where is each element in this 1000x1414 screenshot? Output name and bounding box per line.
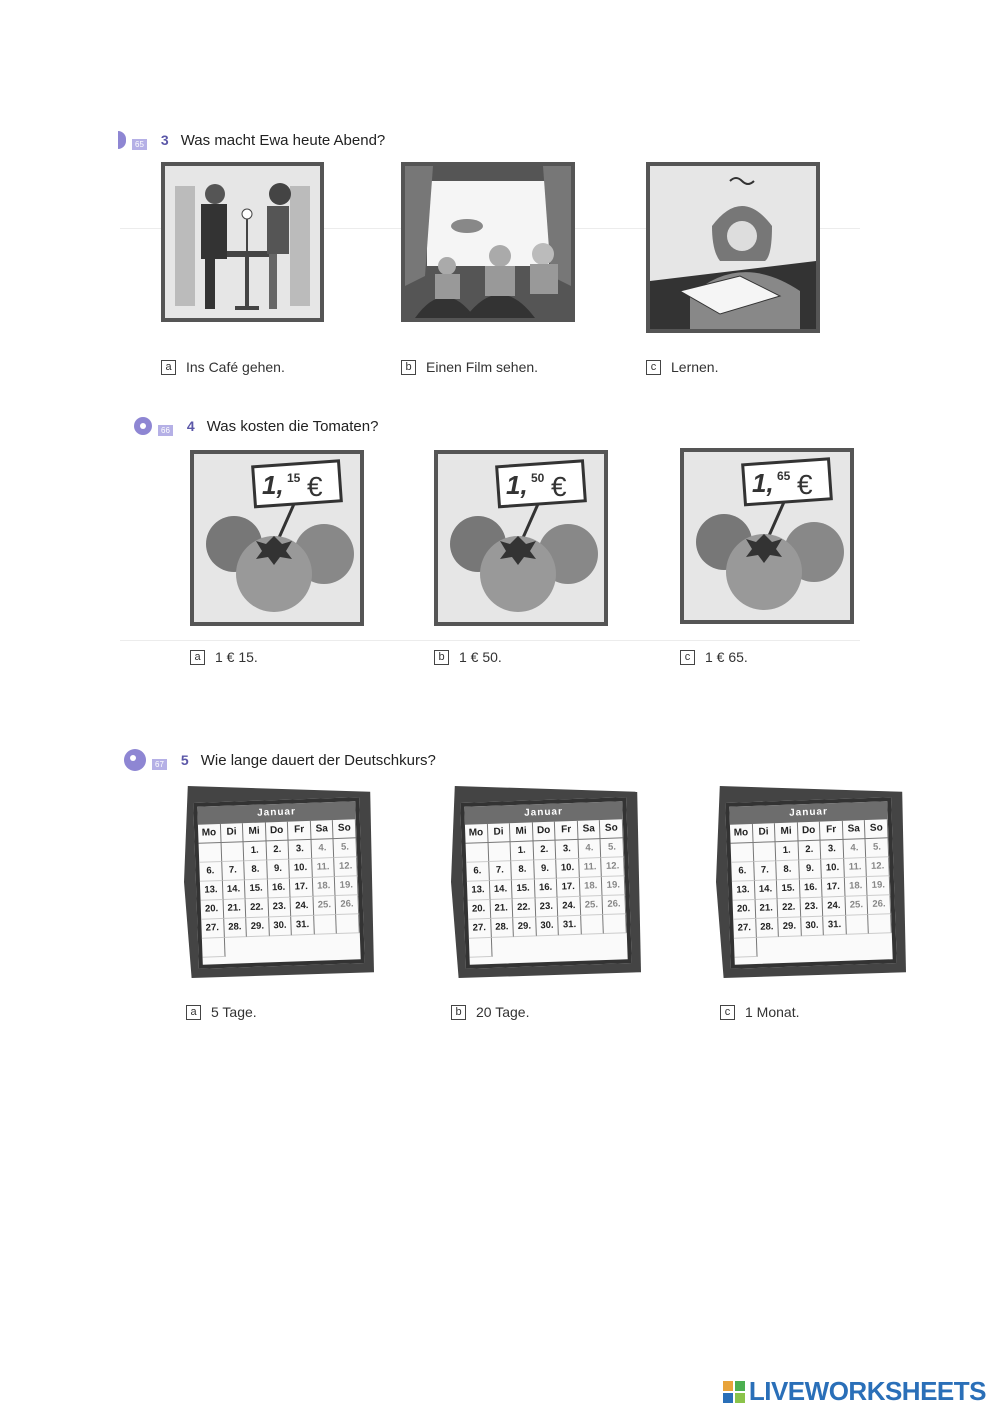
option-5b[interactable]: [451, 1004, 529, 1020]
option-letter-box[interactable]: a: [190, 650, 205, 665]
calendar-day: 29.: [246, 917, 269, 937]
calendar-day: 5.: [601, 838, 624, 858]
calendar-weekday: Di: [220, 823, 243, 843]
calendar-day: 12.: [335, 857, 358, 877]
calendar-day: [604, 914, 627, 934]
calendar-day: 15.: [777, 879, 800, 899]
calendar-day: 21.: [490, 899, 513, 919]
calendar-day: 31.: [558, 916, 581, 936]
calendar-weekday: Fr: [288, 821, 311, 841]
calendar-weekday: Do: [266, 822, 289, 842]
calendar-day: 18.: [845, 877, 868, 897]
calendar-grid: [465, 819, 628, 957]
price-euro: 1,: [506, 470, 528, 500]
exercise-3-header: [118, 126, 385, 154]
picture-tomatoes-a: [190, 450, 364, 626]
calendar-weekday: So: [333, 819, 356, 839]
option-3a[interactable]: [161, 359, 285, 375]
calendar-weekday: Sa: [578, 820, 601, 840]
calendar-day: 6.: [199, 862, 222, 882]
calendar-day: 30.: [801, 917, 824, 937]
calendar-day: 27.: [201, 919, 224, 939]
calendar-day: [337, 914, 360, 934]
calendar-day: 1.: [511, 841, 534, 861]
option-letter-box[interactable]: c: [680, 650, 695, 665]
option-text: 1 Monat.: [745, 1004, 800, 1020]
calendar-day: 3.: [556, 840, 579, 860]
calendar-day: 26.: [603, 895, 626, 915]
calendar-day: 20.: [733, 900, 756, 920]
option-text: 1 € 65.: [705, 649, 748, 665]
exercise-number: 4: [186, 418, 195, 434]
calendar-day: 12.: [867, 857, 890, 877]
logo-square: [735, 1393, 745, 1403]
calendar-day: 3.: [289, 840, 312, 860]
price-sign: €: [551, 471, 567, 502]
calendar-day: 2.: [533, 841, 556, 861]
picture-tomatoes-c: [680, 448, 854, 624]
audio-cd-icon[interactable]: [134, 417, 152, 435]
calendar-b: [460, 797, 632, 969]
calendar-weekday: Di: [487, 823, 510, 843]
price-cent: 65: [777, 469, 791, 483]
calendar-month: Januar: [464, 801, 623, 825]
option-3c[interactable]: [646, 359, 718, 375]
logo-icon: [723, 1381, 745, 1403]
calendar-day: 4.: [578, 839, 601, 859]
calendar-day: 24.: [558, 897, 581, 917]
calendar-day: 6.: [466, 862, 489, 882]
audio-cd-icon[interactable]: [118, 131, 126, 149]
option-4b[interactable]: [434, 649, 502, 665]
calendar-c: [725, 797, 897, 969]
calendar-day: [469, 938, 492, 958]
calendar-day: 23.: [800, 898, 823, 918]
cafe-illustration: [165, 166, 320, 318]
calendar-day: 4.: [843, 839, 866, 859]
calendar-day: [314, 915, 337, 935]
calendar-day: 20.: [201, 900, 224, 920]
calendar-day: 24.: [291, 897, 314, 917]
calendar-day: 31.: [823, 916, 846, 936]
calendar-weekday: Mi: [775, 822, 798, 842]
calendar-grid: [198, 819, 361, 957]
logo-square: [735, 1381, 745, 1391]
calendar-day: [846, 915, 869, 935]
calendar-day: [581, 915, 604, 935]
calendar-day: 13.: [200, 881, 223, 901]
calendar-weekday: Fr: [555, 821, 578, 841]
calendar-day: 3.: [821, 840, 844, 860]
exercise-question: Wie lange dauert der Deutschkurs?: [200, 751, 436, 769]
calendar-day: 19.: [602, 876, 625, 896]
price-cent: 15: [287, 471, 301, 485]
calendar-day: 23.: [535, 898, 558, 918]
calendar-day: 29.: [513, 917, 536, 937]
calendar-day: 29.: [778, 917, 801, 937]
calendar-day: 10.: [289, 859, 312, 879]
option-text: 20 Tage.: [476, 1004, 530, 1020]
calendar-day: [488, 842, 511, 862]
calendar-weekday: So: [600, 819, 623, 839]
calendar-day: 15.: [245, 879, 268, 899]
calendar-weekday: Mi: [510, 822, 533, 842]
calendar-day: 16.: [268, 879, 291, 899]
calendar-day: 14.: [489, 880, 512, 900]
calendar-day: 6.: [731, 862, 754, 882]
option-5c[interactable]: [720, 1004, 799, 1020]
logo-square: [723, 1393, 733, 1403]
calendar-day: 25.: [313, 896, 336, 916]
picture-tomatoes-b: [434, 450, 608, 626]
calendar-weekday: Do: [798, 822, 821, 842]
calendar-day: [466, 843, 489, 863]
calendar-day: 21.: [755, 899, 778, 919]
calendar-a: [193, 797, 365, 969]
option-letter-box[interactable]: a: [186, 1005, 201, 1020]
exercise-number: 5: [180, 752, 189, 768]
calendar-day: 28.: [224, 918, 247, 938]
calendar-day: 8.: [511, 860, 534, 880]
calendar-day: 18.: [313, 877, 336, 897]
calendar-day: 17.: [290, 878, 313, 898]
calendar-day: 1.: [776, 841, 799, 861]
exercise-5-header: [124, 746, 436, 774]
calendar-day: 26.: [336, 895, 359, 915]
cinema-illustration: [405, 166, 571, 318]
calendar-day: 5.: [334, 838, 357, 858]
option-letter-box[interactable]: b: [434, 650, 449, 665]
calendar-day: 9.: [534, 860, 557, 880]
calendar-day: 14.: [754, 880, 777, 900]
calendar-weekday: Di: [752, 823, 775, 843]
option-text: 5 Tage.: [211, 1004, 257, 1020]
calendar-day: 22.: [778, 898, 801, 918]
calendar-weekday: Mo: [198, 824, 221, 844]
picture-studying: [646, 162, 820, 333]
calendar-day: [221, 842, 244, 862]
calendar-day: 2.: [266, 841, 289, 861]
divider: [120, 640, 860, 641]
track-number: 66: [158, 425, 173, 436]
option-letter-box[interactable]: c: [720, 1005, 735, 1020]
option-4c[interactable]: [680, 649, 748, 665]
calendar-day: [202, 938, 225, 958]
calendar-day: 22.: [246, 898, 269, 918]
tomatoes-illustration: [194, 454, 360, 622]
option-letter-box[interactable]: c: [646, 360, 661, 375]
calendar-day: [753, 842, 776, 862]
calendar-day: 11.: [579, 858, 602, 878]
calendar-day: 5.: [866, 838, 889, 858]
calendar-day: [731, 843, 754, 863]
calendar-day: 2.: [798, 841, 821, 861]
calendar-day: 12.: [602, 857, 625, 877]
calendar-weekday: Fr: [820, 821, 843, 841]
calendar-day: 25.: [580, 896, 603, 916]
calendar-day: 15.: [512, 879, 535, 899]
option-3b[interactable]: [401, 359, 538, 375]
calendar-day: 16.: [800, 879, 823, 899]
calendar-day: 24.: [823, 897, 846, 917]
option-letter-box[interactable]: a: [161, 360, 176, 375]
calendar-day: 28.: [756, 918, 779, 938]
calendar-day: 11.: [844, 858, 867, 878]
studying-illustration: [650, 166, 816, 329]
exercise-4-header: [134, 412, 378, 440]
calendar-day: 1.: [244, 841, 267, 861]
liveworksheets-logo[interactable]: [723, 1376, 986, 1407]
calendar-day: 9.: [799, 860, 822, 880]
calendar-day: 9.: [267, 860, 290, 880]
option-4a[interactable]: [190, 649, 258, 665]
calendar-day: 16.: [535, 879, 558, 899]
calendar-weekday: Do: [533, 822, 556, 842]
calendar-day: [734, 938, 757, 958]
calendar-day: 26.: [868, 895, 891, 915]
calendar-day: 10.: [556, 859, 579, 879]
price-sign: €: [797, 469, 813, 500]
option-text: 1 € 50.: [459, 649, 502, 665]
calendar-day: 11.: [312, 858, 335, 878]
calendar-day: 17.: [557, 878, 580, 898]
picture-cinema: [401, 162, 575, 322]
calendar-weekday: Mi: [243, 822, 266, 842]
calendar-day: 7.: [222, 861, 245, 881]
calendar-weekday: Mo: [730, 824, 753, 844]
exercise-number: 3: [160, 132, 169, 148]
calendar-weekday: So: [865, 819, 888, 839]
calendar-day: 19.: [867, 876, 890, 896]
price-euro: 1,: [752, 468, 774, 498]
calendar-day: 19.: [335, 876, 358, 896]
calendar-day: 27.: [733, 919, 756, 939]
calendar-day: 7.: [754, 861, 777, 881]
price-sign: €: [307, 471, 323, 502]
calendar-day: 30.: [536, 917, 559, 937]
calendar-day: 23.: [268, 898, 291, 918]
calendar-day: 20.: [468, 900, 491, 920]
calendar-day: [869, 914, 892, 934]
calendar-weekday: Mo: [465, 824, 488, 844]
calendar-weekday: Sa: [311, 820, 334, 840]
calendar-day: 8.: [244, 860, 267, 880]
calendar-day: 7.: [489, 861, 512, 881]
logo-text: LIVEWORKSHEETS: [748, 1376, 986, 1406]
option-text: Ins Café gehen.: [186, 359, 285, 375]
calendar-day: [199, 843, 222, 863]
calendar-day: 22.: [513, 898, 536, 918]
calendar-day: 27.: [468, 919, 491, 939]
audio-cd-icon[interactable]: [124, 749, 146, 771]
calendar-day: 10.: [821, 859, 844, 879]
tomatoes-illustration: [684, 452, 850, 620]
calendar-day: 14.: [222, 880, 245, 900]
exercise-question: Was kosten die Tomaten?: [206, 417, 379, 435]
calendar-day: 25.: [845, 896, 868, 916]
option-letter-box[interactable]: b: [451, 1005, 466, 1020]
calendar-month: Januar: [197, 801, 356, 825]
exercise-question: Was macht Ewa heute Abend?: [180, 131, 386, 149]
price-cent: 50: [531, 471, 545, 485]
calendar-day: 8.: [776, 860, 799, 880]
calendar-month: Januar: [729, 801, 888, 825]
calendar-day: 31.: [291, 916, 314, 936]
calendar-day: 13.: [467, 881, 490, 901]
calendar-grid: [730, 819, 893, 957]
picture-cafe: [161, 162, 324, 322]
calendar-day: 28.: [491, 918, 514, 938]
price-euro: 1,: [262, 470, 284, 500]
option-text: 1 € 15.: [215, 649, 258, 665]
calendar-day: 21.: [223, 899, 246, 919]
option-text: Lernen.: [671, 359, 719, 375]
option-letter-box[interactable]: b: [401, 360, 416, 375]
logo-square: [723, 1381, 733, 1391]
calendar-day: 18.: [580, 877, 603, 897]
option-5a[interactable]: [186, 1004, 257, 1020]
calendar-day: 30.: [269, 917, 292, 937]
calendar-day: 17.: [822, 878, 845, 898]
track-number: 65: [132, 139, 147, 150]
track-number: 67: [152, 759, 167, 770]
option-text: Einen Film sehen.: [426, 359, 539, 375]
tomatoes-illustration: [438, 454, 604, 622]
calendar-day: 4.: [311, 839, 334, 859]
calendar-day: 13.: [732, 881, 755, 901]
calendar-weekday: Sa: [843, 820, 866, 840]
